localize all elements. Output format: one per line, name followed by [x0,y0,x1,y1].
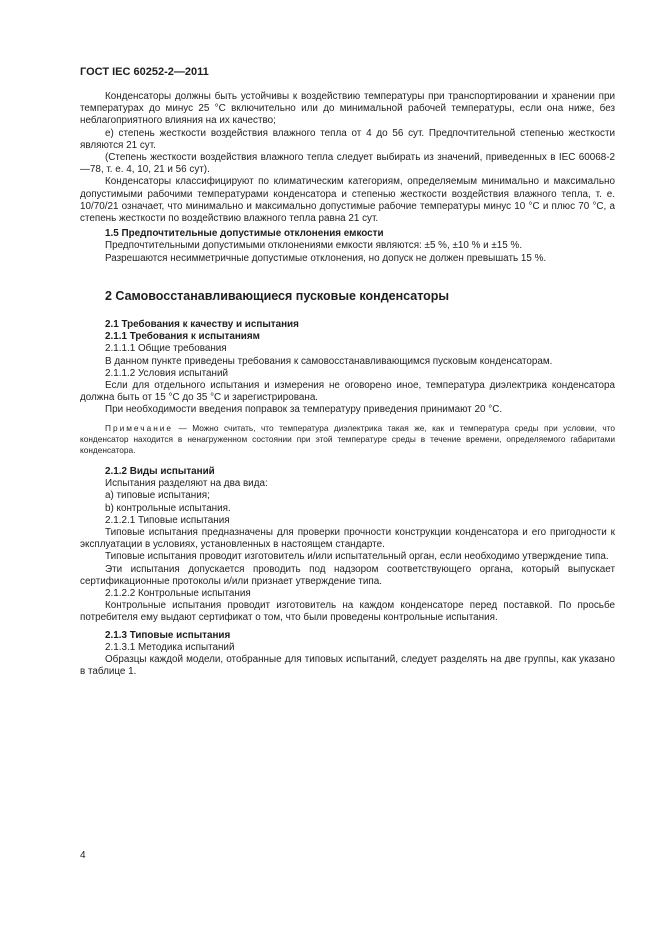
paragraph-humidity-severity: е) степень жесткости воздействия влажного тепла от 4 до 56 сут. Предпочтительной степенью жесткости являются 21 сут. [80,127,615,151]
heading-2-1-2-2: 2.1.2.2 Контрольные испытания [105,587,251,599]
heading-2-1-1-1: 2.1.1.1 Общие требования [105,343,227,355]
paragraph-humidity-values: (Степень жесткости воздействия влажного тепла следует выбирать из значений, приведенных в IEC 60068-2—78, т. е. 4, 10, 21 и 56 сут). [80,152,615,176]
heading-2-1-2: 2.1.2 Виды испытаний [105,465,215,477]
paragraph-type-tests-performer: Типовые испытания проводит изготовитель и/или испытательный орган, если необходимо утверждение типа. [105,551,609,563]
heading-1-5: 1.5 Предпочтительные допустимые отклонения емкости [105,228,384,240]
paragraph-2-1-1-1: В данном пункте приведены требования к самовосстанавливающимся пусковым конденсаторам. [105,355,553,367]
heading-2-1-1: 2.1.1 Требования к испытаниям [105,331,260,343]
note-text: — Можно считать, что температура диэлектрика такая же, как и температура среды при условии, что конденсатор находится в ненагруженном состоянии при этой температуре среды в течение времени, определяемого габаритами конденсатора. [80,422,615,456]
paragraph-storage-temperature: Конденсаторы должны быть устойчивы к воздействию температуры при транспортировании и хранении при температурах до минус 25 °С включительно или до минимальной рабочей температуры, если она ниже, без неблагоприятного влияния на их качество; [80,91,615,127]
paragraph-asymmetric-tolerances: Разрешаются несимметричные допустимые отклонения, но допуск не должен превышать 15 %. [105,252,547,264]
page-content [80,91,615,678]
paragraph-routine-tests: Контрольные испытания проводит изготовитель на каждом конденсаторе перед поставкой. По просьбе потребителя ему выдают сертификат о том, что были проведены контрольные испытания. [80,600,615,624]
paragraph-tolerances: Предпочтительными допустимыми отклонениями емкости являются: ±5 %, ±10 % и ±15 %. [105,240,523,252]
list-item-type-tests: а) типовые испытания; [105,490,210,502]
heading-2-1-3: 2.1.3 Типовые испытания [105,629,231,641]
heading-2-1: 2.1 Требования к качеству и испытания [105,319,299,331]
paragraph-test-conditions: Если для отдельного испытания и измерения не оговорено иное, температура диэлектрика конденсатора должна быть от 15 °С до 35 °С и зарегистрирована. [80,380,615,404]
note [80,423,615,457]
heading-2-1-1-2: 2.1.1.2 Условия испытаний [105,367,228,379]
list-item-routine-tests: b) контрольные испытания. [105,502,231,514]
paragraph-type-tests-purpose: Типовые испытания предназначены для проверки прочности конструкции конденсатора и его пригодности к эксплуатации в условиях, установленных в настоящем стандарте. [80,526,615,551]
page-number: 4 [80,850,86,861]
paragraph-test-types: Испытания разделяют на два вида: [105,478,268,490]
note-label: Примечание [105,422,174,433]
heading-section-2: 2 Самовосстанавливающиеся пусковые конденсаторы [105,288,450,303]
paragraph-climatic-categories: Конденсаторы классифицируют по климатическим категориям, определяемым минимально и максимально допустимыми рабочими температурами конденсатора и степенью жесткости воздействия влажного тепла, т. е. 10/70/21 означает, что минимально и максимально допустимые рабочие температуры минус 10 °С и плюс 70 °С, а степень жесткости по воздействию влажного тепла равна 21 сут. [80,176,615,225]
paragraph-reference-temperature: При необходимости введения поправок за температуру приведения принимают 20 °С. [105,404,503,416]
heading-2-1-3-1: 2.1.3.1 Методика испытаний [105,641,235,653]
paragraph-test-method: Образцы каждой модели, отобранные для типовых испытаний, следует разделять на две группы, как указано в таблице 1. [80,653,615,678]
heading-2-1-2-1: 2.1.2.1 Типовые испытания [105,514,230,526]
paragraph-type-tests-supervision: Эти испытания допускается проводить под надзором соответствующего органа, который выпускает сертификационные протоколы и/или признает утверждение типа. [80,563,615,587]
document-header: ГОСТ IEC 60252-2—2011 [80,66,209,78]
